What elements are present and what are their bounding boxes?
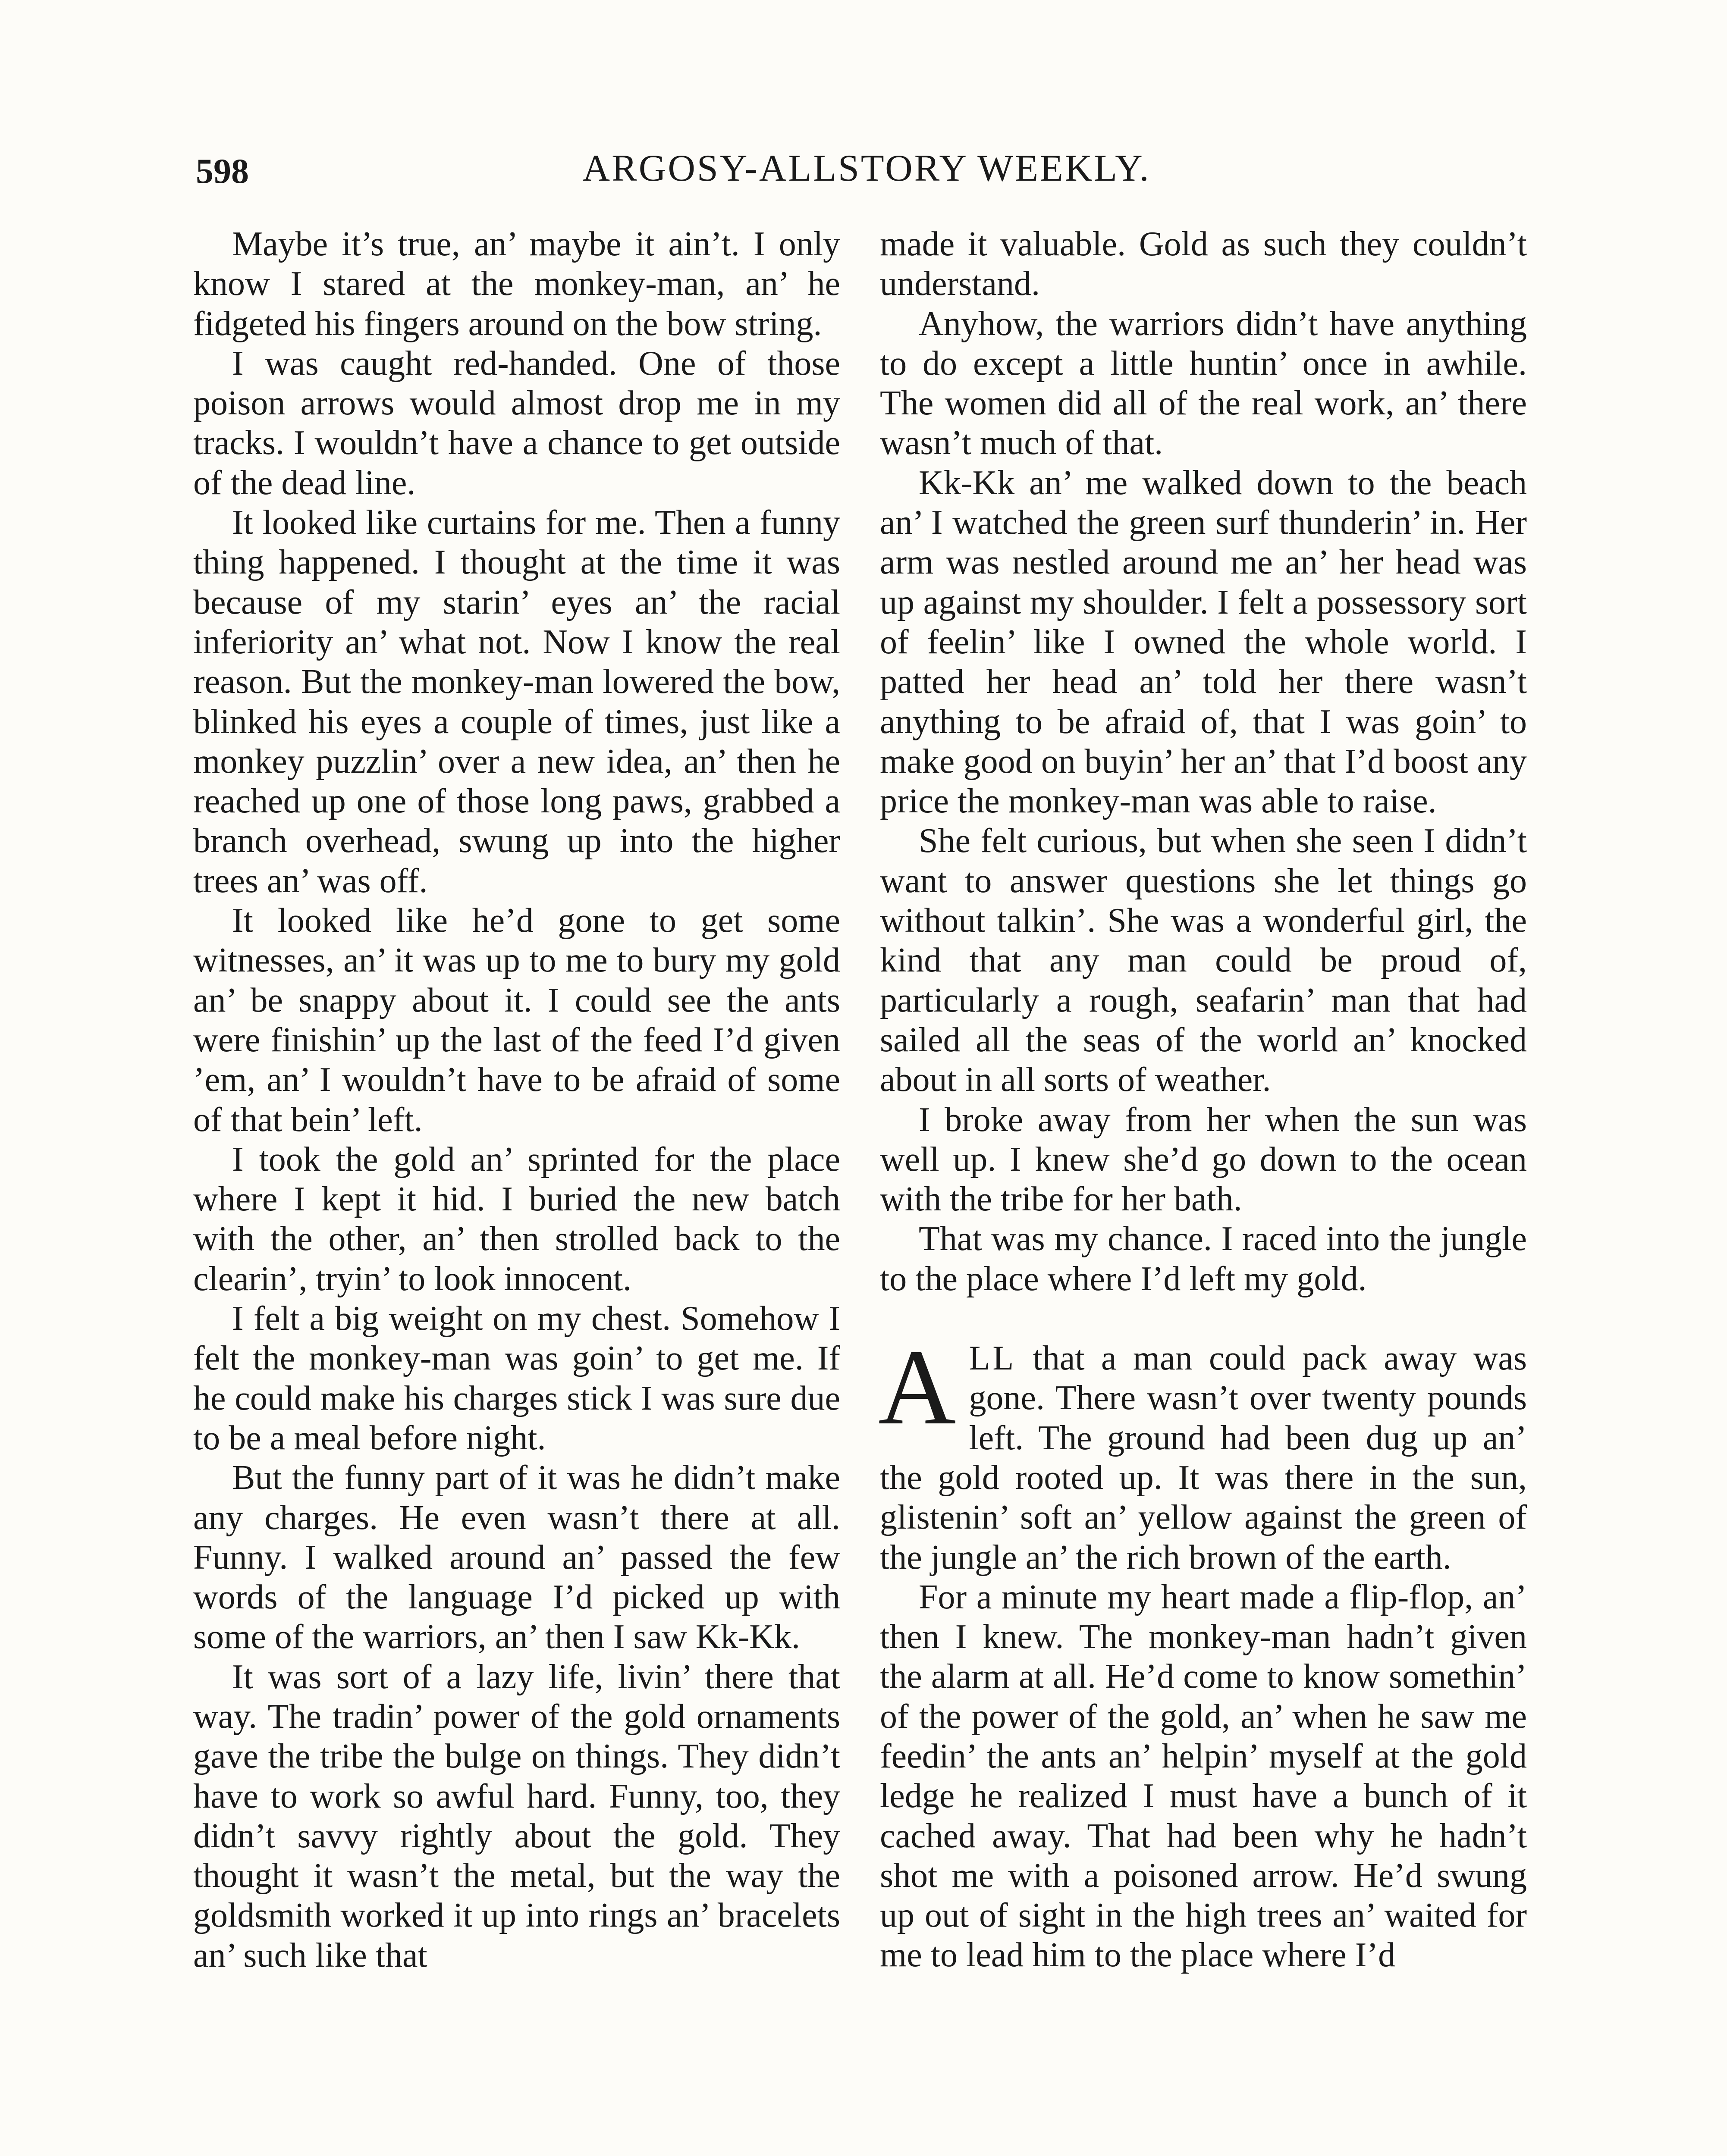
paragraph: But the funny part of it was he didn’t make any charges. He even wasn’t there at all. Funny. I walked around an’ passed the few words of the language I’d picked up with some of the warriors, an’ then I saw Kk-Kk. — [193, 1459, 840, 1656]
paragraph: It was sort of a lazy life, livin’ there that way. The tradin’ power of the gold ornaments gave the tribe the bulge on things. They didn’t have to work so awful hard. Funny, too, they didn’t savvy rightly about the gold. They thought it wasn’t the metal, but the way the goldsmith worked it up into rings an’ bracelets an’ such like that — [193, 1658, 840, 1974]
paragraph: Anyhow, the warriors didn’t have anything to do except a little huntin’ once in awhile. The women did all of the real work, an’ there wasn’t much of that. — [880, 304, 1527, 462]
right-column — [880, 224, 1527, 1975]
paragraph: I felt a big weight on my chest. Somehow I felt the monkey-man was goin’ to get me. If he could make his charges stick I was sure due to be a meal before night. — [193, 1300, 840, 1457]
paragraph: Kk-Kk an’ me walked down to the beach an’ I watched the green surf thunderin’ in. Her arm was nestled around me an’ her head was up against my shoulder. I felt a possessory sort of feelin’ like I owned the whole world. I patted her head an’ told her there wasn’t anything to be afraid of, that I was goin’ to make good on buyin’ her an’ that I’d boost any price the monkey-man was able to raise. — [880, 464, 1527, 821]
running-title: ARGOSY-ALLSTORY WEEKLY. — [582, 147, 1151, 189]
paragraph: I took the gold an’ sprinted for the place where I kept it hid. I buried the new batch with the other, an’ then strolled back to the clearin’, tryin’ to look innocent. — [193, 1140, 840, 1298]
small-caps-lead: LL — [969, 1339, 1017, 1378]
paragraph: That was my chance. I raced into the jungle to the place where I’d left my gold. — [880, 1220, 1527, 1298]
paragraph: Maybe it’s true, an’ maybe it ain’t. I only know I stared at the monkey-man, an’ he fidgeted his fingers around on the bow string. — [193, 225, 840, 343]
paragraph-text: that a man could pack away was gone. There wasn’t over twenty pounds left. The ground had been dug up an’ the gold rooted up. It was there in the sun, glistenin’ soft an’ yellow against the green of the jungle an’ the rich brown of the earth. — [880, 1339, 1527, 1576]
paragraph: I was caught red-handed. One of those poison arrows would almost drop me in my tracks. I wouldn’t have a chance to get outside of the dead line. — [193, 344, 840, 502]
drop-cap: A — [878, 1328, 956, 1448]
paragraph: I broke away from her when the sun was well up. I knew she’d go down to the ocean with the tribe for her bath. — [880, 1100, 1527, 1219]
page-number: 598 — [196, 151, 249, 191]
paragraph: It looked like he’d gone to get some witnesses, an’ it was up to me to bury my gold an’ be snappy about it. I could see the ants were finishin’ up the last of the feed I’d given ’em, an’ I wouldn’t have to be afraid of some of that bein’ left. — [193, 902, 840, 1139]
page-header — [196, 147, 1537, 203]
paragraph: She felt curious, but when she seen I didn’t want to answer questions she let things go without talkin’. She was a wonderful girl, the kind that any man could be proud of, particularly a rough, seafarin’ man that had sailed all the seas of the world an’ knocked about in all sorts of weather. — [880, 822, 1527, 1099]
section-break — [880, 1299, 1527, 1338]
paragraph: It looked like curtains for me. Then a funny thing happened. I thought at the time it was because of my starin’ eyes an’ the racial inferiority an’ what not. Now I know the real reason. But the monkey-man lowered the bow, blinked his eyes a couple of times, just like a monkey puzzlin’ over a new idea, an’ then he reached up one of those long paws, grabbed a branch overhead, swung up into the higher trees an’ was off. — [193, 504, 840, 900]
left-column — [193, 224, 840, 1975]
paragraph: For a minute my heart made a flip-flop, an’ then I knew. The monkey-man hadn’t given the alarm at all. He’d come to know somethin’ of the power of the gold, an’ when he saw me feedin’ the ants an’ helpin’ myself at the gold ledge he realized I must have a bunch of it cached away. That had been why he hadn’t shot me with a poisoned arrow. He’d swung up out of sight in the high trees an’ waited for me to lead him to the place where I’d — [880, 1578, 1527, 1974]
paragraph: made it valuable. Gold as such they couldn’t understand. — [880, 225, 1527, 303]
section-opening-paragraph — [878, 1328, 1527, 1577]
